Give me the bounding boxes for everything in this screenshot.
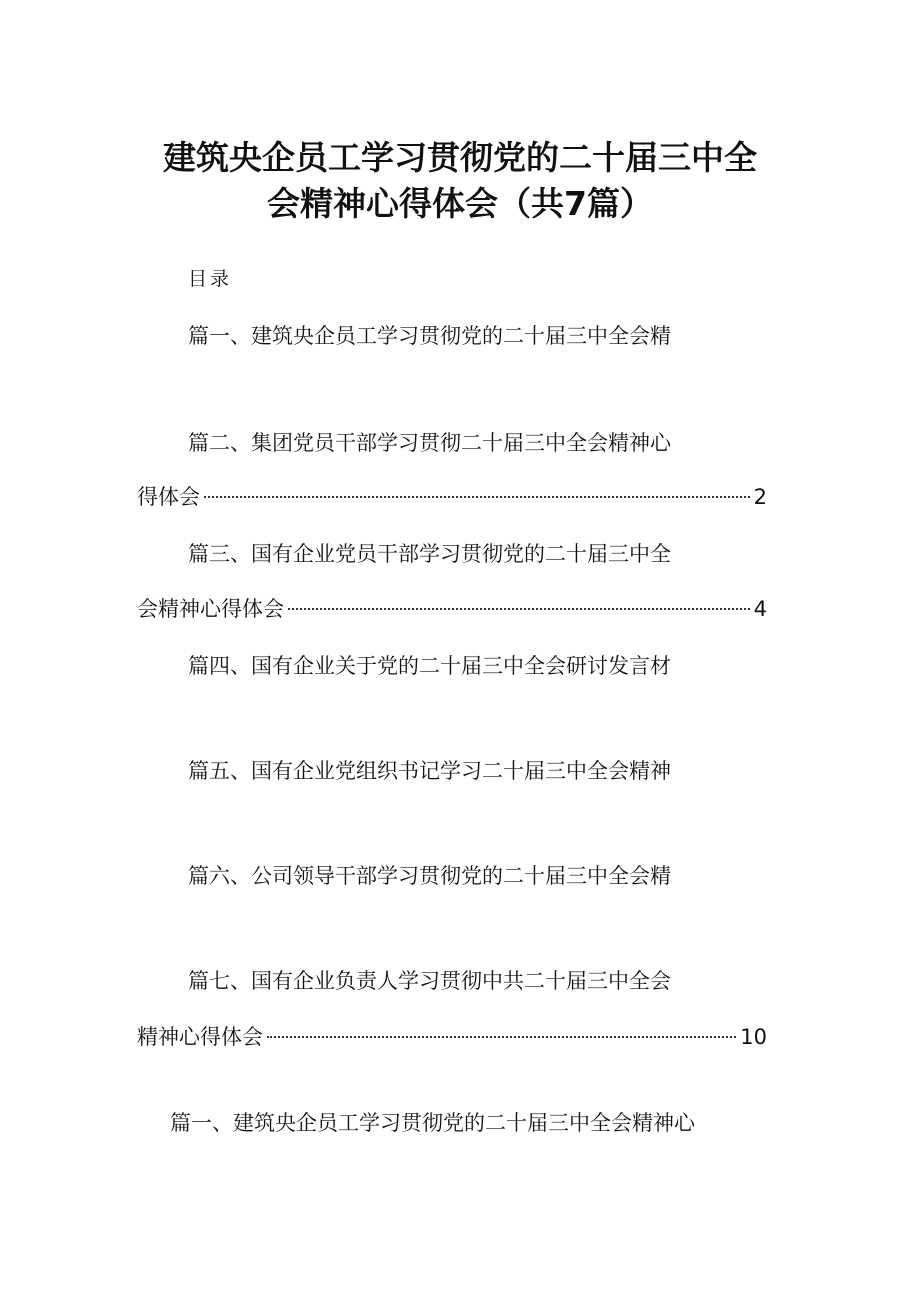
toc-entry-7-text: 精神心得体会 xyxy=(137,1025,263,1049)
toc-page-number: 10 xyxy=(740,1025,767,1049)
toc-entry-1[interactable]: 篇一、建筑央企员工学习贯彻党的二十届三中全会精 xyxy=(188,324,671,348)
toc-entry-2-text: 得体会 xyxy=(137,485,200,509)
toc-dot-leader xyxy=(288,608,750,610)
toc-entry-2-continuation[interactable] xyxy=(137,482,767,512)
toc-entry-5[interactable]: 篇五、国有企业党组织书记学习二十届三中全会精神 xyxy=(188,759,671,783)
toc-page-number: 2 xyxy=(753,485,767,509)
document-title-line-2: 会精神心得体会（共7篇） xyxy=(267,184,653,223)
toc-label: 目录 xyxy=(188,268,233,290)
section-heading: 篇一、建筑央企员工学习贯彻党的二十届三中全会精神心 xyxy=(170,1111,695,1135)
toc-page-number: 4 xyxy=(753,597,767,621)
toc-entry-3-text: 会精神心得体会 xyxy=(137,597,284,621)
document-title-line-1: 建筑央企员工学习贯彻党的二十届三中全 xyxy=(163,138,757,177)
toc-entry-4[interactable]: 篇四、国有企业关于党的二十届三中全会研讨发言材 xyxy=(188,654,671,678)
toc-entry-3-continuation[interactable] xyxy=(137,594,767,624)
toc-entry-3[interactable]: 篇三、国有企业党员干部学习贯彻党的二十届三中全 xyxy=(188,542,671,566)
toc-entry-7[interactable]: 篇七、国有企业负责人学习贯彻中共二十届三中全会 xyxy=(188,969,671,993)
toc-entry-6[interactable]: 篇六、公司领导干部学习贯彻党的二十届三中全会精 xyxy=(188,864,671,888)
toc-entry-7-continuation[interactable] xyxy=(137,1022,767,1052)
toc-dot-leader xyxy=(204,496,750,498)
toc-dot-leader xyxy=(267,1036,736,1038)
toc-entry-2[interactable]: 篇二、集团党员干部学习贯彻二十届三中全会精神心 xyxy=(188,431,671,455)
